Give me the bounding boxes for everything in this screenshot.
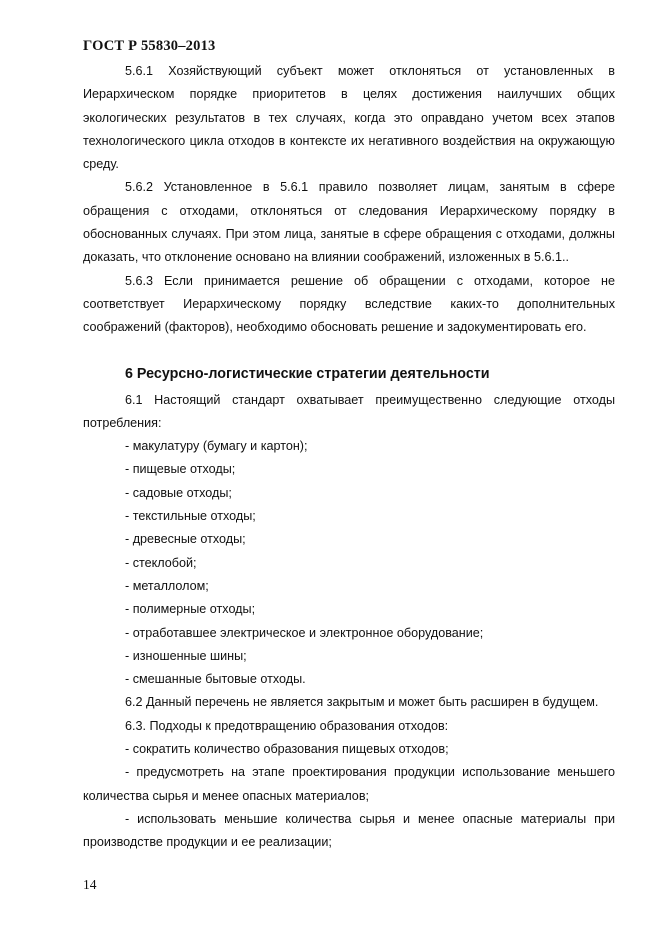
section-heading: 6 Ресурсно-логистические стратегии деятельности: [125, 365, 490, 382]
paragraph-6-1: 6.1 Настоящий стандарт охватывает преимущественно следующие отходы потребления:: [83, 392, 615, 430]
paragraph-5-6-3: 5.6.3 Если принимается решение об обращении с отходами, которое не соответствует Иерархическому порядку вследствие каких-то дополнительных соображений (факторов), необходимо обосновать решение и задокументировать его.: [83, 273, 615, 335]
page-body: [83, 60, 615, 855]
list-item: - сократить количество образования пищевых отходов;: [125, 742, 449, 757]
paragraph-5-6-2: 5.6.2 Установленное в 5.6.1 правило позволяет лицам, занятым в сфере обращения с отходами, отклоняться от следования Иерархическому порядку в обоснованных случаях. При этом лица, занятые в сфере обращения с отходами, должны доказать, что отклонение основано на влиянии соображений, изложенных в 5.6.1..: [83, 180, 615, 265]
list-item: - макулатуру (бумагу и картон);: [125, 439, 308, 454]
paragraph-5-6-1: 5.6.1 Хозяйствующий субъект может отклоняться от установленных в Иерархическом порядке приоритетов в целях достижения наилучших общих экологических результатов в тех случаях, когда это оправдано учетом всех этапов технологического цикла отходов в контексте их негативного воздействия на окружающую среду.: [83, 64, 615, 172]
paragraph-6-2: 6.2 Данный перечень не является закрытым и может быть расширен в будущем.: [125, 695, 599, 710]
document-header: ГОСТ Р 55830–2013: [83, 38, 216, 54]
list-item: - стеклобой;: [125, 555, 197, 570]
page-number: 14: [83, 877, 97, 892]
list-item: - текстильные отходы;: [125, 509, 256, 524]
list-item: - металлолом;: [125, 578, 209, 593]
list-item: - древесные отходы;: [125, 532, 246, 547]
list-item: - садовые отходы;: [125, 485, 232, 500]
approach-list: [83, 738, 615, 854]
list-item: - изношенные шины;: [125, 648, 247, 663]
list-item: - предусмотреть на этапе проектирования продукции использование меньшего количества сырья и менее опасных материалов;: [83, 765, 615, 803]
list-item: - отработавшее электрическое и электронное оборудование;: [125, 625, 484, 640]
list-item: - пищевые отходы;: [125, 462, 236, 477]
paragraph-6-3: 6.3. Подходы к предотвращению образования отходов:: [125, 718, 449, 733]
waste-list: [83, 435, 615, 691]
list-item: - полимерные отходы;: [125, 602, 256, 617]
list-item: - смешанные бытовые отходы.: [125, 672, 306, 687]
list-item: - использовать меньшие количества сырья и менее опасные материалы при производстве продукции и ее реализации;: [83, 811, 615, 850]
